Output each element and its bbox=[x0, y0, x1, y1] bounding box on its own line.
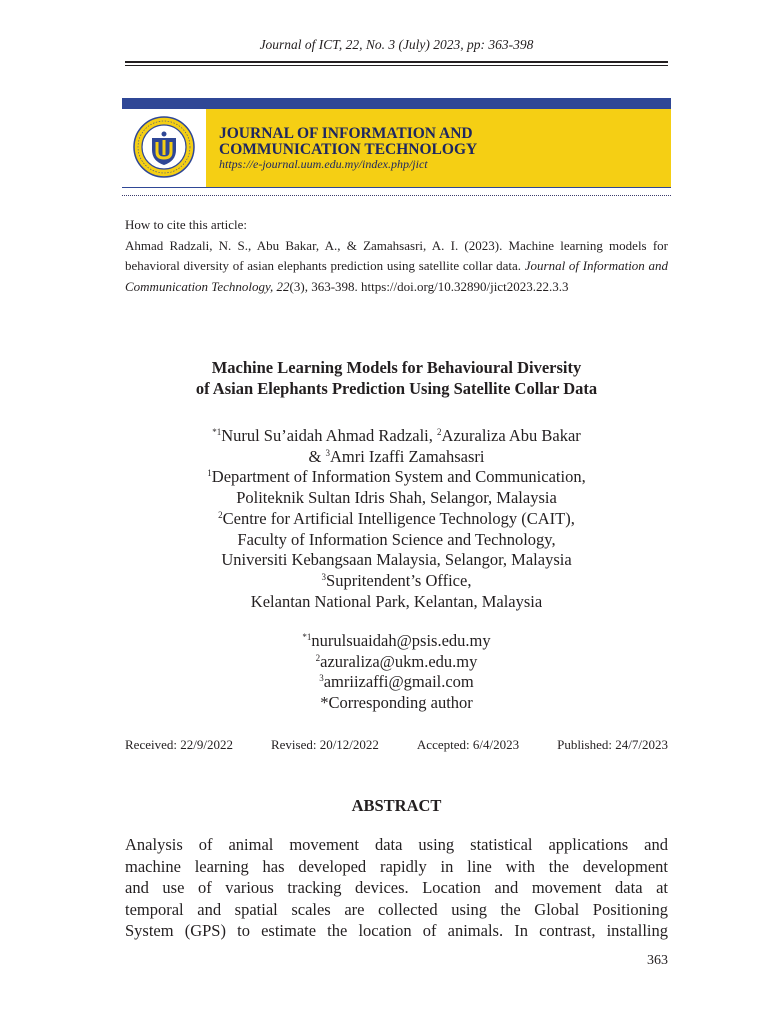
banner-dotted-divider bbox=[122, 195, 671, 196]
date-received: Received: 22/9/2022 bbox=[125, 737, 233, 752]
paper-title-line1: Machine Learning Models for Behavioural Diversity bbox=[211, 358, 582, 377]
date-accepted: Accepted: 6/4/2023 bbox=[416, 737, 520, 752]
citation-pages-doi[interactable]: (3), 363-398. https://doi.org/10.32890/jict2023.22.3.3 bbox=[289, 278, 569, 294]
affiliation-2-line3: Universiti Kebangsaan Malaysia, Selangor, Malaysia bbox=[221, 550, 572, 570]
abstract-heading: ABSTRACT bbox=[351, 796, 442, 815]
banner-top-stripe bbox=[122, 98, 671, 109]
affiliation-3-line2: Kelantan National Park, Kelantan, Malaysia bbox=[250, 591, 543, 611]
page-number: 363 bbox=[647, 953, 668, 968]
date-published: Published: 24/7/2023 bbox=[557, 737, 668, 752]
affiliation-3: $^3$Supritendent’s Office, bbox=[321, 570, 472, 590]
citation-text bbox=[125, 236, 668, 298]
email-2[interactable]: $^2$azuraliza@ukm.edu.my bbox=[315, 651, 478, 671]
affiliation-2: $^2$Centre for Artificial Intelligence Technology (CAIT), bbox=[218, 508, 575, 528]
citation-heading: How to cite this article: bbox=[125, 217, 248, 232]
paper-title-line2: of Asian Elephants Prediction Using Satellite Collar Data bbox=[195, 379, 598, 398]
author-line-2: & $^3$Amri Izaffi Zamahsasri bbox=[308, 446, 485, 466]
banner-bottom-line bbox=[122, 187, 671, 188]
journal-name-line1: JOURNAL OF INFORMATION AND bbox=[219, 125, 473, 142]
corresponding-author-note: *Corresponding author bbox=[320, 693, 473, 713]
citation-authors: Ahmad Radzali, N. S., Abu Bakar, A., & Zamahsasri, A. I. (2023). Machine learning models for behavioral diversity of asian elephants prediction using satellite collar data. bbox=[125, 237, 668, 274]
affiliation-1-line2: Politeknik Sultan Idris Shah, Selangor, Malaysia bbox=[236, 488, 557, 508]
header-rule-thin bbox=[125, 65, 668, 66]
publication-dates bbox=[125, 737, 668, 753]
journal-url-link[interactable]: https://e-journal.uum.edu.my/index.php/jict bbox=[219, 157, 428, 171]
journal-name-line2: COMMUNICATION TECHNOLOGY bbox=[219, 141, 478, 158]
email-3[interactable]: $^3$amriizaffi@gmail.com bbox=[319, 672, 474, 692]
author-line-1: $^{*1}$Nurul Su’aidah Ahmad Radzali, $^2$Azuraliza Abu Bakar bbox=[212, 426, 581, 445]
affiliation-2-line2: Faculty of Information Science and Technology, bbox=[237, 529, 556, 549]
email-block bbox=[125, 631, 668, 714]
journal-name bbox=[219, 126, 659, 158]
email-1[interactable]: $^{*1}$nurulsuaidah@psis.edu.my bbox=[302, 631, 491, 650]
abstract-line: temporal and spatial scales are collected using the Global Positioning bbox=[125, 899, 668, 919]
citation-journal: Journal of Information and Communication Technology, 22 bbox=[125, 258, 668, 294]
abstract-line: Analysis of animal movement data using statistical applications and bbox=[125, 835, 668, 854]
university-seal-icon bbox=[133, 116, 195, 178]
abstract-line: System (GPS) to estimate the location of animals. In contrast, installing bbox=[125, 921, 668, 941]
affiliation-1: $^1$Department of Information System and Communication, bbox=[207, 467, 586, 487]
abstract-text bbox=[125, 834, 668, 942]
citation-block bbox=[125, 215, 668, 297]
abstract-line: machine learning has developed rapidly in line with the development bbox=[125, 856, 668, 876]
author-block bbox=[125, 426, 668, 612]
date-revised: Revised: 20/12/2022 bbox=[270, 737, 379, 752]
abstract-line: and use of various tracking devices. Location and movement data at bbox=[125, 878, 668, 898]
running-head: Journal of ICT, 22, No. 3 (July) 2023, pp: 363-398 bbox=[259, 37, 534, 52]
paper-title bbox=[125, 357, 668, 399]
header-rule-thick bbox=[125, 61, 668, 63]
